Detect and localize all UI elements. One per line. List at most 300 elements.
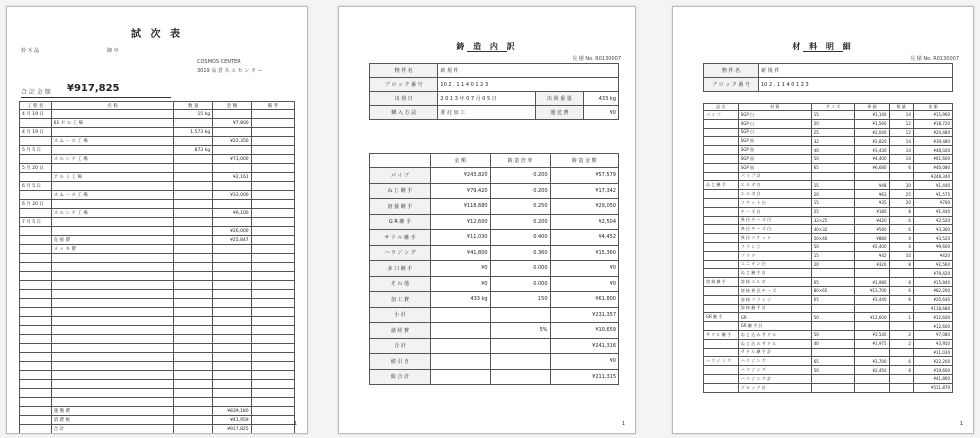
table-cell: [811, 322, 855, 331]
table-cell: ス ム ー ス 工 場: [51, 137, 174, 146]
table-cell: [490, 338, 550, 354]
table-cell: ア ル ミ 工 場: [51, 173, 174, 182]
table-cell: [430, 307, 490, 323]
table-cell: ¥917,825: [213, 425, 252, 434]
table-cell: 50: [811, 366, 855, 375]
table-cell: ¥3,520: [913, 234, 952, 243]
table-cell: [174, 281, 213, 290]
table-row: [704, 322, 953, 331]
table-cell: [251, 425, 294, 434]
table-cell: 14: [889, 146, 913, 155]
col-header: 品 名: [704, 104, 739, 111]
table-cell: [251, 146, 294, 155]
table-cell: ¥40,080: [913, 163, 952, 172]
table-row: [704, 374, 953, 383]
info-label: 物 件 名: [704, 64, 759, 78]
table-cell: 消 費 税: [51, 416, 174, 425]
table-cell: [51, 128, 174, 137]
table-cell: 50: [811, 313, 855, 322]
table-cell: [51, 182, 174, 191]
table-cell: ¥73,000: [213, 155, 252, 164]
table-row: [370, 307, 619, 323]
table-cell: 4: [889, 234, 913, 243]
casting-table: [369, 153, 619, 385]
table-row: [20, 272, 295, 281]
table-row: [704, 163, 953, 172]
table-cell: 433 kg: [430, 292, 490, 308]
table-row: [370, 354, 619, 370]
table-row: [704, 330, 953, 339]
table-cell: [430, 354, 490, 370]
table-cell: [51, 389, 174, 398]
table-cell: 8: [889, 278, 913, 287]
table-cell: [213, 281, 252, 290]
info-value: 10 2 . 1 1 4 0 1 2 3: [759, 78, 953, 92]
table-cell: ¥3,360: [913, 225, 952, 234]
table-cell: ¥4,400: [855, 154, 889, 163]
table-cell: [174, 371, 213, 380]
table-row: [370, 338, 619, 354]
table-cell: 6: [889, 286, 913, 295]
table-cell: 溶 接 継 手 計: [738, 304, 811, 313]
table-cell: [855, 374, 889, 383]
table-row: [704, 366, 953, 375]
table-cell: [213, 398, 252, 407]
table-cell: ¥3,700: [855, 357, 889, 366]
table-cell: ¥0: [430, 261, 490, 277]
table-cell: メ ッ キ 費: [51, 245, 174, 254]
page-number: 1: [293, 421, 297, 427]
table-cell: ね じ 込 み サ ド ル: [738, 339, 811, 348]
table-cell: ブ ロ ッ ク 計: [738, 383, 811, 392]
table-cell: 5%: [490, 323, 550, 339]
total-value: ¥917,825: [67, 83, 120, 94]
page-number: 1: [959, 421, 963, 427]
table-row: [704, 260, 953, 269]
table-cell: [855, 304, 889, 313]
table-cell: SGP 黒: [738, 137, 811, 146]
table-cell: ¥0: [550, 276, 618, 292]
table-cell: 0.200: [490, 214, 550, 230]
casting-breakdown-sheet: [338, 6, 636, 434]
table-cell: 20: [889, 198, 913, 207]
table-cell: ね じ 継 手: [704, 181, 739, 190]
table-cell: 15: [811, 198, 855, 207]
table-row: [704, 119, 953, 128]
table-cell: ¥2,820: [855, 137, 889, 146]
table-cell: ¥25,847: [213, 236, 252, 245]
table-cell: 合 計: [51, 425, 174, 434]
table-cell: 6: [889, 163, 913, 172]
table-row: [704, 295, 953, 304]
table-cell: ¥700: [913, 198, 952, 207]
page-number: 1: [621, 421, 625, 427]
table-cell: ¥248,340: [913, 172, 952, 181]
table-cell: 40×32: [811, 225, 855, 234]
table-row: [20, 182, 295, 191]
table-row: [704, 383, 953, 392]
table-cell: ¥2,450: [855, 366, 889, 375]
table-cell: ¥7,080: [913, 330, 952, 339]
table-cell: ¥511,870: [913, 383, 952, 392]
table-cell: [704, 339, 739, 348]
row-label: 合 計: [370, 338, 431, 354]
info-label: 運 送 費: [536, 106, 583, 120]
table-cell: [20, 335, 52, 344]
table-cell: [174, 245, 213, 254]
table-cell: [704, 163, 739, 172]
table-cell: [213, 299, 252, 308]
table-cell: ハ ウ ジ ン グ: [738, 357, 811, 366]
table-cell: [251, 398, 294, 407]
table-cell: ¥24,480: [913, 128, 952, 137]
table-cell: [213, 218, 252, 227]
col-header: [370, 154, 431, 168]
row-label: ね じ 継 手: [370, 183, 431, 199]
table-cell: ¥26,000: [213, 227, 252, 236]
table-cell: [174, 209, 213, 218]
table-cell: [251, 200, 294, 209]
table-cell: [704, 119, 739, 128]
table-cell: 1: [889, 313, 913, 322]
table-cell: [51, 272, 174, 281]
table-cell: ¥0: [550, 261, 618, 277]
table-cell: [430, 369, 490, 385]
table-cell: ¥79,420: [430, 183, 490, 199]
table-cell: SGP 白: [738, 111, 811, 120]
table-cell: [174, 164, 213, 173]
table-cell: ¥10,659: [550, 323, 618, 339]
row-label: そ の 他: [370, 276, 431, 292]
table-cell: 0.000: [490, 261, 550, 277]
estimate-code: 見 積 No. R0130007: [910, 56, 959, 62]
table-cell: 50: [811, 242, 855, 251]
info-value: 新 規 件: [759, 64, 953, 78]
table-row: [20, 155, 295, 164]
info-label: 購 入 方 法: [370, 106, 438, 120]
table-row: [704, 269, 953, 278]
recipient: 鈴 木 晶: [21, 48, 40, 54]
table-cell: ¥231,357: [550, 307, 618, 323]
table-cell: [213, 200, 252, 209]
sheet2-title: 鋳 造 内 訳: [456, 42, 518, 51]
col-header: 鋳 造 倍 率: [490, 154, 550, 168]
table-cell: [20, 155, 52, 164]
table-cell: 65: [811, 278, 855, 287]
table-cell: [251, 299, 294, 308]
table-cell: 4: [889, 242, 913, 251]
table-cell: [251, 272, 294, 281]
table-cell: ¥1,440: [913, 181, 952, 190]
table-cell: ¥12,600: [913, 322, 952, 331]
table-cell: [704, 207, 739, 216]
table-cell: [174, 353, 213, 362]
table-cell: 32: [811, 137, 855, 146]
table-cell: [20, 272, 52, 281]
total-underline: [21, 97, 171, 98]
table-cell: [51, 317, 174, 326]
table-cell: ¥15,360: [550, 245, 618, 261]
table-cell: チ ー ズ 白: [738, 207, 811, 216]
table-cell: [251, 110, 294, 119]
table-row: [20, 128, 295, 137]
table-cell: [213, 389, 252, 398]
table-cell: 15: [811, 251, 855, 260]
table-cell: [20, 317, 52, 326]
table-cell: [51, 263, 174, 272]
table-cell: [704, 225, 739, 234]
table-cell: 5 月 20 日: [20, 164, 52, 173]
table-cell: ¥211,315: [550, 369, 618, 385]
table-cell: [51, 110, 174, 119]
table-cell: [251, 344, 294, 353]
table-cell: [213, 245, 252, 254]
col-header: サ イ ズ: [811, 104, 855, 111]
table-cell: ¥3,440: [855, 295, 889, 304]
table-cell: 50: [811, 330, 855, 339]
table-cell: 6: [889, 295, 913, 304]
table-cell: ¥15,960: [913, 111, 952, 120]
table-cell: [51, 164, 174, 173]
table-cell: 150: [490, 292, 550, 308]
table-cell: [811, 348, 855, 357]
table-cell: [704, 251, 739, 260]
table-cell: [889, 172, 913, 181]
table-cell: [174, 407, 213, 416]
table-cell: [20, 416, 52, 425]
table-cell: [704, 154, 739, 163]
table-row: [20, 407, 295, 416]
table-cell: ¥20,640: [913, 295, 952, 304]
col-header: 金 額: [913, 104, 952, 111]
table-row: [20, 173, 295, 182]
table-cell: [704, 304, 739, 313]
table-cell: [20, 353, 52, 362]
table-cell: [20, 191, 52, 200]
table-cell: [51, 146, 174, 155]
table-cell: [704, 366, 739, 375]
table-cell: [20, 398, 52, 407]
table-cell: ¥2,161: [213, 173, 252, 182]
table-cell: [889, 374, 913, 383]
table-cell: 30: [889, 181, 913, 190]
table-cell: [251, 308, 294, 317]
table-cell: 溶 接 異 径 チ ー ズ: [738, 286, 811, 295]
table-cell: 6: [889, 216, 913, 225]
table-cell: [20, 254, 52, 263]
table-cell: [51, 398, 174, 407]
table-cell: [490, 369, 550, 385]
table-cell: [20, 119, 52, 128]
table-cell: [889, 348, 913, 357]
info-value: 433 kg: [583, 92, 618, 106]
table-cell: [855, 383, 889, 392]
table-cell: ¥29,050: [550, 199, 618, 215]
table-cell: [20, 371, 52, 380]
title-underline: [803, 51, 843, 52]
table-cell: [174, 218, 213, 227]
table-row: [20, 389, 295, 398]
table-cell: [174, 380, 213, 389]
table-cell: ¥880: [855, 234, 889, 243]
material-detail-sheet: [672, 6, 974, 434]
table-cell: 2: [889, 339, 913, 348]
table-cell: [704, 269, 739, 278]
table-row: [704, 286, 953, 295]
table-cell: ね じ 継 手 計: [738, 269, 811, 278]
table-cell: 65: [811, 295, 855, 304]
table-cell: [213, 263, 252, 272]
table-cell: [251, 416, 294, 425]
table-row: [370, 214, 619, 230]
table-cell: 異 径 チ ー ズ 白: [738, 225, 811, 234]
project-info-table: [369, 63, 619, 120]
table-cell: [855, 348, 889, 357]
table-row: [20, 245, 295, 254]
table-row: [20, 398, 295, 407]
table-row: [704, 278, 953, 287]
sheet3-title: 材 料 明 細: [792, 42, 854, 51]
table-cell: SGP 白: [738, 128, 811, 137]
table-cell: 14: [889, 137, 913, 146]
table-cell: ¥1,440: [913, 207, 952, 216]
table-cell: [174, 398, 213, 407]
table-cell: ¥22,200: [913, 357, 952, 366]
table-cell: ¥560: [855, 225, 889, 234]
table-cell: ¥12,600: [913, 313, 952, 322]
table-row: [20, 254, 295, 263]
table-cell: [20, 362, 52, 371]
table-cell: ¥0: [550, 354, 618, 370]
table-cell: 20: [811, 190, 855, 199]
table-cell: [704, 322, 739, 331]
table-cell: [855, 172, 889, 181]
table-row: [370, 292, 619, 308]
table-cell: [889, 322, 913, 331]
table-row: [20, 164, 295, 173]
table-cell: ¥4,452: [550, 230, 618, 246]
table-cell: ¥35: [855, 198, 889, 207]
table-cell: 1.573 kg: [174, 128, 213, 137]
table-cell: 5 月 5 日: [20, 146, 52, 155]
table-cell: [174, 425, 213, 434]
table-row: [370, 245, 619, 261]
table-cell: [704, 198, 739, 207]
table-row: [370, 199, 619, 215]
table-row: [704, 225, 953, 234]
table-cell: ¥118,680: [430, 199, 490, 215]
table-cell: ¥61,600: [913, 154, 952, 163]
company-line-1: COSMOS CENTER: [197, 59, 241, 65]
table-cell: [251, 263, 294, 272]
table-row: [20, 263, 295, 272]
table-cell: [51, 281, 174, 290]
table-cell: [174, 236, 213, 245]
table-cell: ユ ニ オ ン 白: [738, 260, 811, 269]
table-cell: [213, 335, 252, 344]
table-cell: 0.200: [490, 168, 550, 184]
table-cell: [704, 172, 739, 181]
table-cell: [174, 290, 213, 299]
table-cell: [251, 164, 294, 173]
table-row: [20, 137, 295, 146]
table-cell: [251, 407, 294, 416]
table-cell: [704, 190, 739, 199]
table-cell: ス ル ン ナ 工 場: [51, 155, 174, 164]
table-cell: 25: [889, 190, 913, 199]
info-value: ¥0: [583, 106, 618, 120]
table-cell: [174, 182, 213, 191]
table-cell: [20, 299, 52, 308]
table-cell: ¥12,600: [430, 214, 490, 230]
col-header: 工 程 名: [20, 102, 52, 110]
table-cell: ¥243,820: [430, 168, 490, 184]
table-cell: 4 月 19 日: [20, 128, 52, 137]
table-cell: ¥17,342: [550, 183, 618, 199]
table-cell: SGP 黒: [738, 146, 811, 155]
table-cell: ¥0: [430, 276, 490, 292]
table-cell: ソ ケ ッ ト 白: [738, 198, 811, 207]
table-cell: 40: [811, 146, 855, 155]
table-cell: [251, 137, 294, 146]
table-cell: 6 月 20 日: [20, 200, 52, 209]
table-cell: [811, 304, 855, 313]
table-cell: 25: [811, 207, 855, 216]
info-row: [370, 78, 619, 92]
table-cell: ね じ 込 み サ ド ル: [738, 330, 811, 339]
table-cell: 50×40: [811, 234, 855, 243]
table-row: [370, 230, 619, 246]
table-cell: 40: [811, 339, 855, 348]
estimate-table: [19, 101, 295, 434]
total-label: 合 計 金 額: [21, 89, 51, 96]
table-cell: エ ル ボ 白: [738, 190, 811, 199]
info-value: 新 規 件: [438, 64, 619, 78]
info-row: [370, 64, 619, 78]
table-cell: ¥48: [855, 181, 889, 190]
col-header: 単 価: [855, 104, 889, 111]
table-cell: ¥7,800: [213, 119, 252, 128]
table-cell: 14: [889, 154, 913, 163]
table-cell: ¥13,700: [855, 286, 889, 295]
info-label: 物 件 名: [370, 64, 438, 78]
table-cell: 0.400: [490, 230, 550, 246]
table-cell: [251, 191, 294, 200]
table-row: [20, 326, 295, 335]
table-cell: [811, 383, 855, 392]
table-cell: [251, 236, 294, 245]
table-cell: ¥33,000: [213, 191, 252, 200]
table-cell: ¥12,600: [855, 313, 889, 322]
table-cell: ¥79,420: [913, 269, 952, 278]
company-line-2: 3019 高 倉 木 エ セ ン タ ー: [197, 68, 263, 74]
table-row: [704, 242, 953, 251]
table-cell: ¥420: [913, 251, 952, 260]
table-row: [704, 181, 953, 190]
table-cell: 4 月 19 日: [20, 110, 52, 119]
table-cell: [430, 338, 490, 354]
table-cell: [174, 272, 213, 281]
table-cell: ¥3,950: [913, 339, 952, 348]
table-cell: [20, 407, 52, 416]
table-cell: ¥9,600: [913, 242, 952, 251]
table-cell: [251, 389, 294, 398]
table-cell: [174, 254, 213, 263]
table-cell: [251, 362, 294, 371]
info-label: 出 荷 重 量: [536, 92, 583, 106]
table-cell: [20, 425, 52, 434]
table-cell: [251, 371, 294, 380]
